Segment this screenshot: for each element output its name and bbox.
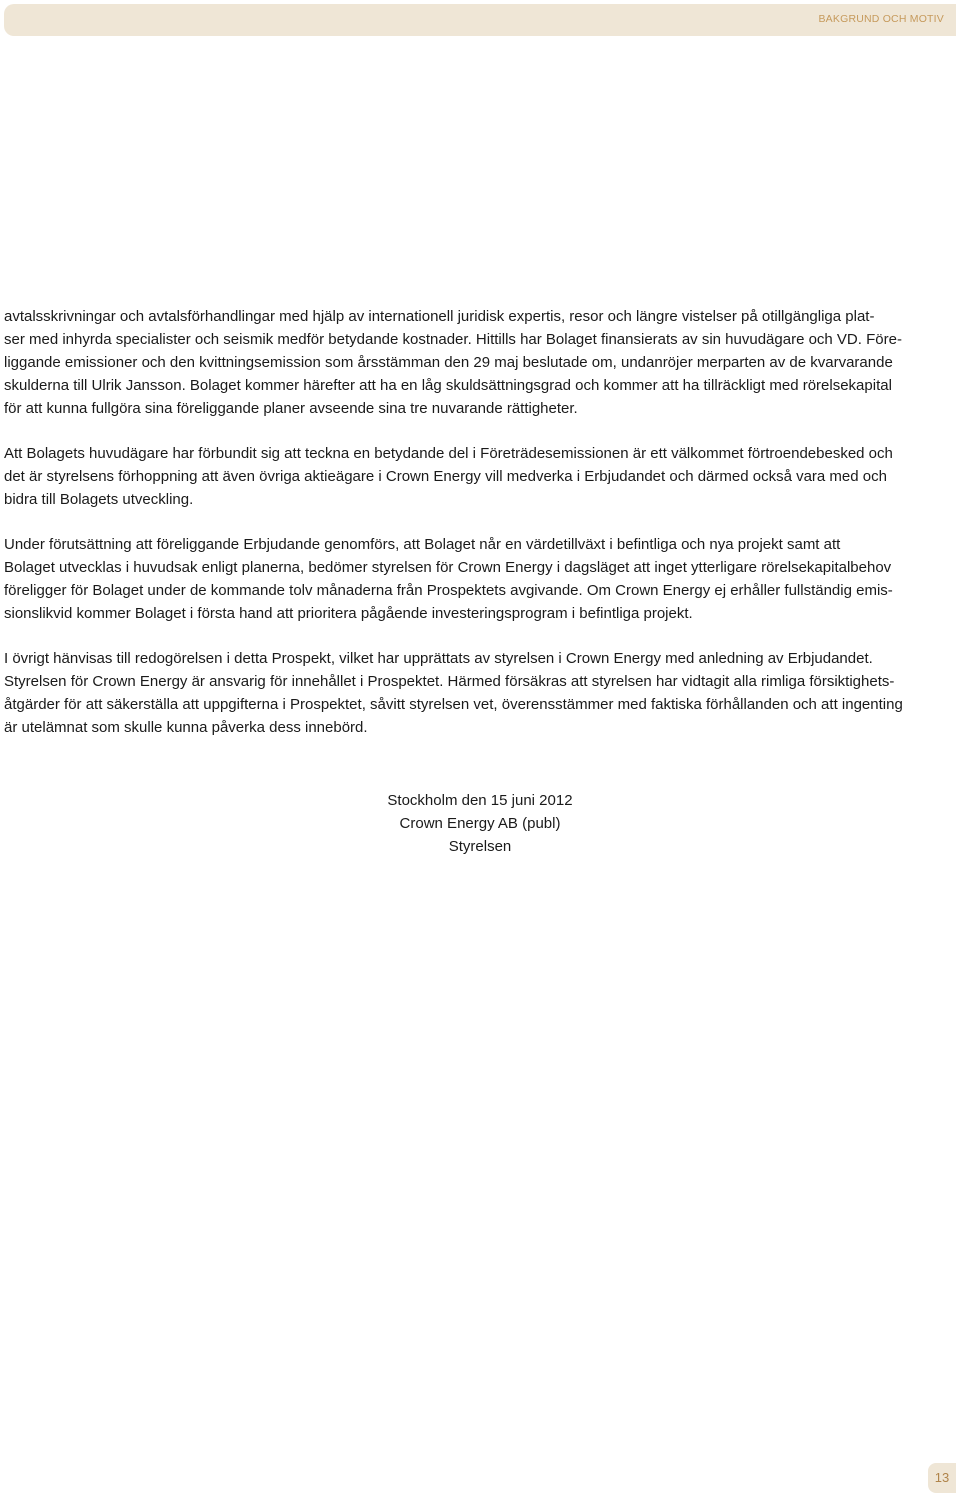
paragraph-2	[4, 442, 954, 511]
signature-company: Crown Energy AB (publ)	[399, 815, 561, 832]
signature-block	[0, 789, 960, 858]
text-line: föreligger för Bolaget under de kommande tolv månaderna från Prospektets avgivande. Om Crown Energy ej erhåller fullständig emis-	[4, 582, 893, 599]
text-line: åtgärder för att säkerställa att uppgifterna i Prospektet, såvitt styrelsen vet, överensstämmer med faktiska förhållanden och att ingenting	[4, 696, 903, 713]
text-line: bidra till Bolagets utveckling.	[4, 491, 194, 508]
text-line: är utelämnat som skulle kunna påverka dess innebörd.	[4, 719, 368, 736]
signature-place-date: Stockholm den 15 juni 2012	[387, 792, 573, 809]
text-line: Att Bolagets huvudägare har förbundit sig att teckna en betydande del i Företrädesemissionen är ett välkommet förtroendebesked och	[4, 445, 893, 462]
text-line: det är styrelsens förhoppning att även övriga aktieägare i Crown Energy vill medverka i Erbjudandet och därmed också vara med och	[4, 468, 887, 485]
text-line: Styrelsen för Crown Energy är ansvarig för innehållet i Prospektet. Härmed försäkras att styrelsen har vidtagit alla rimliga försiktighets-	[4, 673, 895, 690]
text-line: Under förutsättning att föreliggande Erbjudande genomförs, att Bolaget når en värdetillväxt i befintliga och nya projekt samt att	[4, 536, 841, 553]
text-line: skulderna till Ulrik Jansson. Bolaget kommer härefter att ha en låg skuldsättningsgrad och kommer att ha tillräckligt med rörelsekapital	[4, 377, 892, 394]
text-line: avtalsskrivningar och avtalsförhandlingar med hjälp av internationell juridisk expertis, resor och längre vistelser på otillgängliga plat-	[4, 308, 875, 325]
text-line: I övrigt hänvisas till redogörelsen i detta Prospekt, vilket har upprättats av styrelsen i Crown Energy med anledning av Erbjudandet.	[4, 650, 873, 667]
text-line: ser med inhyrda specialister och seismik medför betydande kostnader. Hittills har Bolaget finansierats av sin huvudägare och VD. Före-	[4, 331, 902, 348]
body-text	[4, 305, 954, 761]
paragraph-1	[4, 305, 954, 420]
header-band	[4, 4, 956, 36]
text-line: liggande emissioner och den kvittningsemission som årsstämman den 29 maj beslutade om, undanröjer merparten av de kvarvarande	[4, 354, 893, 371]
signature-signatory: Styrelsen	[448, 838, 512, 855]
paragraph-4	[4, 647, 954, 739]
paragraph-3	[4, 533, 954, 625]
text-line: för att kunna fullgöra sina föreliggande planer avseende sina tre nuvarande rättigheter.	[4, 400, 578, 417]
section-label: BAKGRUND OCH MOTIV	[818, 13, 944, 25]
page-number: 13	[928, 1463, 956, 1493]
text-line: Bolaget utvecklas i huvudsak enligt planerna, bedömer styrelsen för Crown Energy i dagsläget att inget ytterligare rörelsekapitalbehov	[4, 559, 892, 576]
text-line: sionslikvid kommer Bolaget i första hand att prioritera pågående investeringsprogram i befintliga projekt.	[4, 605, 693, 622]
